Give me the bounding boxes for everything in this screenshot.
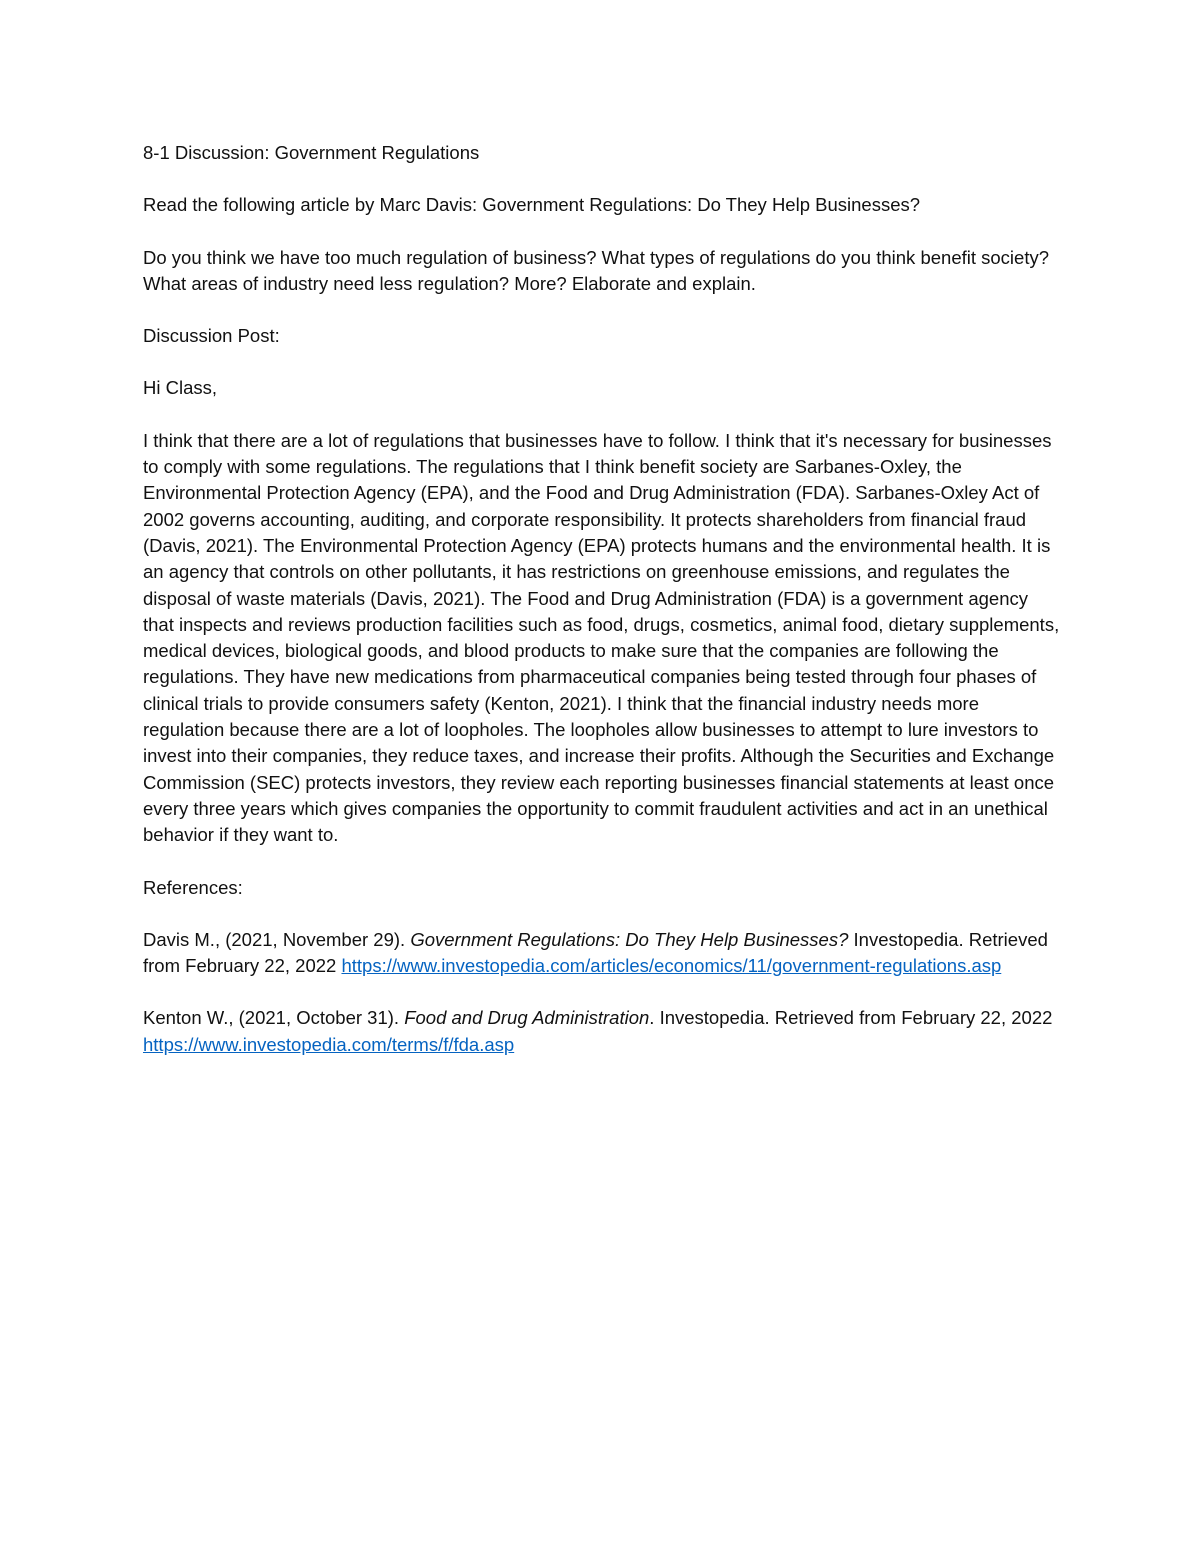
reference-suffix: . Investopedia. Retrieved from February 22, 2022	[649, 1007, 1053, 1029]
reference-suffix: Investopedia. Retrieved from February 22, 2022	[143, 928, 1048, 977]
reference-prefix: Kenton W., (2021, October 31).	[143, 1007, 405, 1029]
reference-title: Food and Drug Administration	[404, 1007, 650, 1029]
reference-link[interactable]: https://www.investopedia.com/articles/economics/11/government-regulations.asp	[341, 955, 1002, 977]
reference-item	[143, 927, 1063, 980]
post-body: I think that there are a lot of regulations that businesses have to follow. I think that it's necessary for businesses to comply with some regulations. The regulations that I think benefit society are Sarbanes-Oxley, the Environmental Protection Agency (EPA), and the Food and Drug Administration (FDA). Sarbanes-Oxley Act of 2002 governs accounting, auditing, and corporate responsibility. It protects shareholders from financial fraud (Davis, 2021). The Environmental Protection Agency (EPA) protects humans and the environmental health. It is an agency that controls on other pollutants, it has restrictions on greenhouse emissions, and regulates the disposal of waste materials (Davis, 2021). The Food and Drug Administration (FDA) is a government agency that inspects and reviews production facilities such as food, drugs, cosmetics, animal food, dietary supplements, medical devices, biological goods, and blood products to make sure that the companies are following the regulations. They have new medications from pharmaceutical companies being tested through four phases of clinical trials to provide consumers safety (Kenton, 2021). I think that the financial industry needs more regulation because there are a lot of loopholes. The loopholes allow businesses to attempt to lure investors to invest into their companies, they reduce taxes, and increase their profits. Although the Securities and Exchange Commission (SEC) protects investors, they review each reporting businesses financial statements at least once every three years which gives companies the opportunity to commit fraudulent activities and act in an unethical behavior if they want to.	[143, 429, 1060, 846]
reference-prefix: Davis M., (2021, November 29).	[143, 928, 411, 950]
intro-paragraph: Read the following article by Marc Davis: Government Regulations: Do They Help Businesses?	[143, 194, 921, 216]
prompt-paragraph: Do you think we have too much regulation of business? What types of regulations do you think benefit society? What areas of industry need less regulation? More? Elaborate and explain.	[143, 246, 1050, 294]
references-label: References:	[143, 876, 243, 898]
reference-title: Government Regulations: Do They Help Businesses?	[410, 928, 849, 950]
reference-item	[143, 1005, 1063, 1058]
reference-link[interactable]: https://www.investopedia.com/terms/f/fda.asp	[143, 1033, 515, 1055]
discussion-post-label: Discussion Post:	[143, 325, 280, 347]
greeting: Hi Class,	[143, 377, 218, 399]
document-title: 8-1 Discussion: Government Regulations	[143, 142, 480, 163]
document-page	[143, 140, 1063, 1084]
